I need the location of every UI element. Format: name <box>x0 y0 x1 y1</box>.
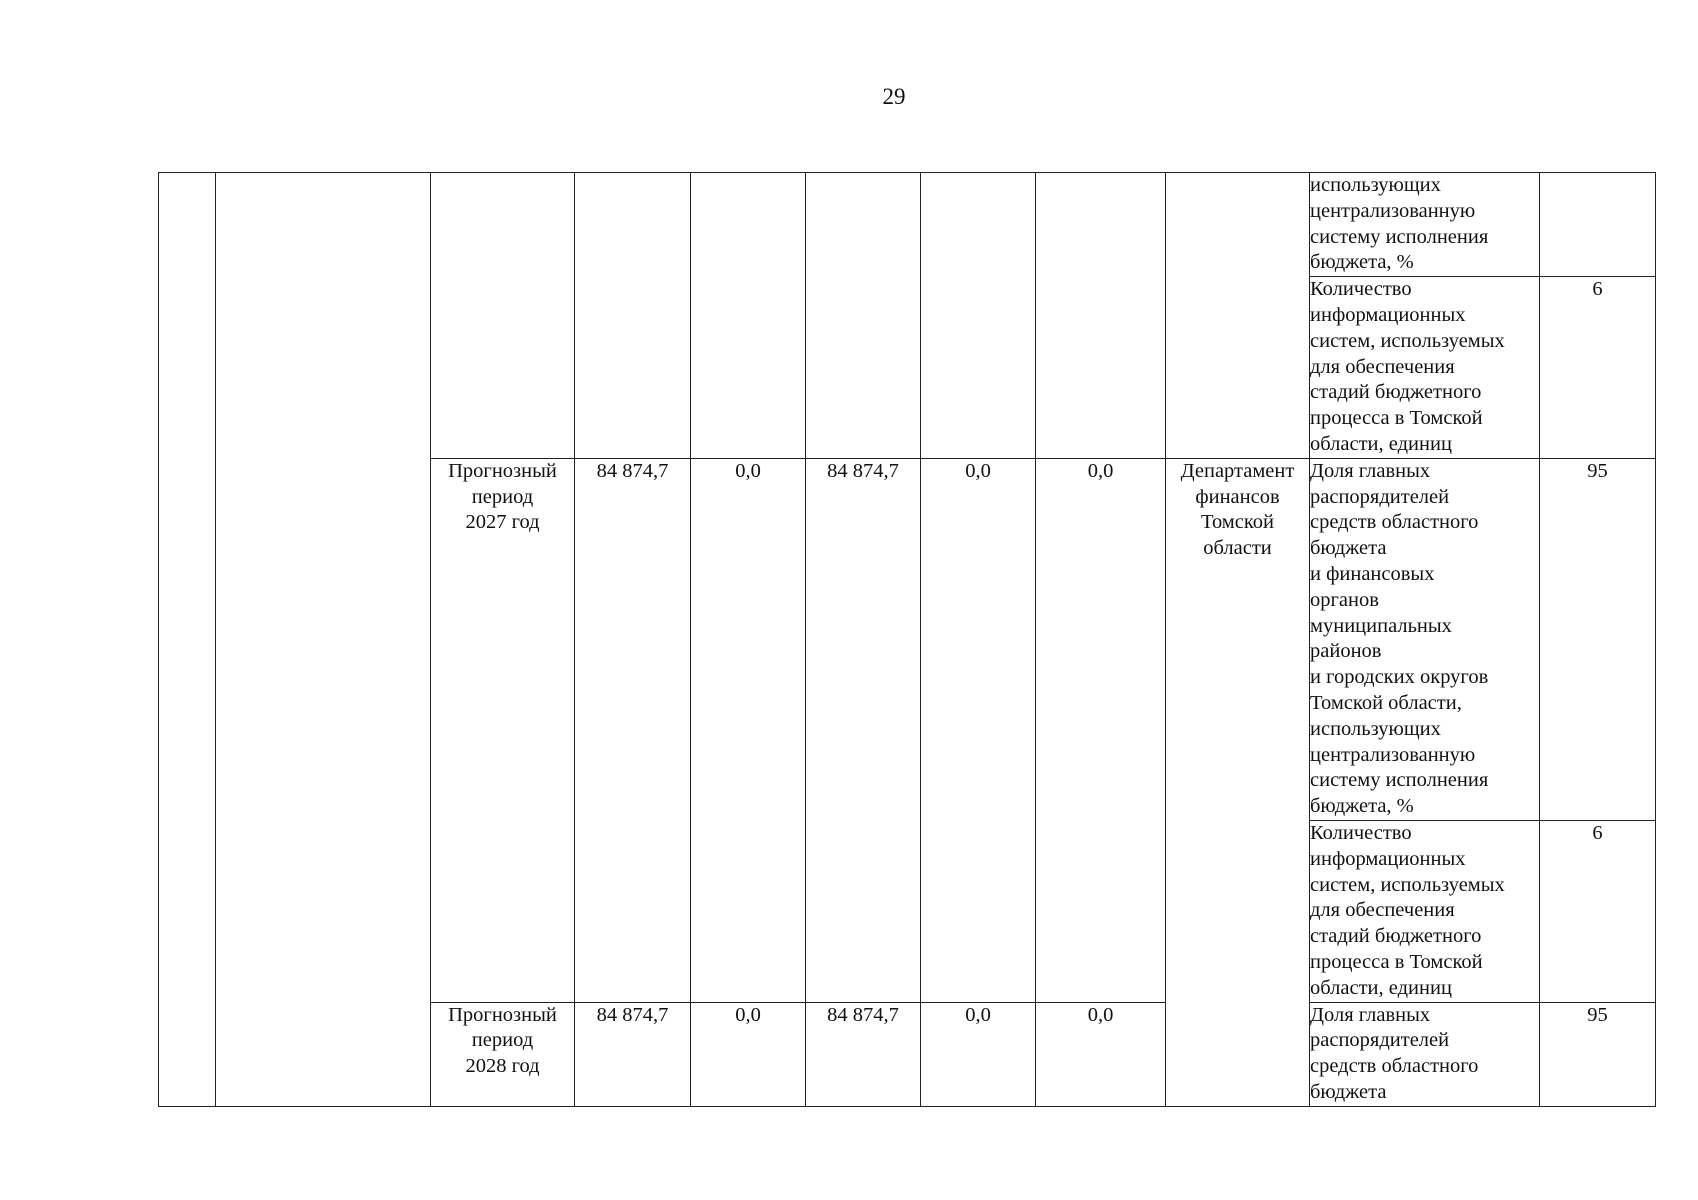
executor-cell <box>1166 173 1310 459</box>
indicator-line: бюджета <box>1310 1080 1387 1103</box>
period-line: период <box>471 1029 534 1052</box>
indicator-line: районов <box>1310 640 1382 663</box>
indicator-line: Доля главных <box>1310 459 1431 482</box>
indicator-line: информационных <box>1310 847 1466 870</box>
indicator-line: использующих <box>1310 174 1441 196</box>
program-table <box>158 172 1656 1107</box>
indicator-line: стадий бюджетного <box>1310 381 1482 404</box>
indicator-line: области, единиц <box>1310 432 1452 455</box>
regional-cell: 84 874,7 <box>806 1002 921 1106</box>
indicator-line: Количество <box>1310 278 1412 301</box>
period-line: 2028 год <box>465 1055 540 1078</box>
indicator-line: бюджета, % <box>1310 251 1414 274</box>
indicator-line: средств областного <box>1310 1055 1479 1078</box>
executor-line: Томской <box>1200 511 1275 534</box>
period-line: Прогнозный <box>448 459 557 482</box>
indicator-line: области, единиц <box>1310 976 1452 999</box>
name-cell <box>216 173 431 1107</box>
indicator-line: централизованную <box>1310 199 1476 222</box>
indicator-line: органов <box>1310 588 1379 611</box>
indicator-line: использующих <box>1310 717 1441 740</box>
federal-cell: 0,0 <box>691 458 806 1002</box>
local-cell <box>921 173 1036 459</box>
indicator-line: распорядителей <box>1310 485 1450 508</box>
indicator-line: бюджета <box>1310 537 1387 560</box>
indicator-name-cell <box>1310 1002 1540 1106</box>
indicator-line: Доля главных <box>1310 1003 1431 1026</box>
total-cell: 84 874,7 <box>575 1002 691 1106</box>
indicator-line: систем, используемых <box>1310 873 1505 896</box>
indicator-line: бюджета, % <box>1310 795 1414 818</box>
total-cell: 84 874,7 <box>575 458 691 1002</box>
indicator-line: Томской области, <box>1310 691 1462 714</box>
executor-line: области <box>1203 537 1272 560</box>
period-cell <box>431 173 575 459</box>
other-cell: 0,0 <box>1036 1002 1166 1106</box>
indicator-line: систем, используемых <box>1310 329 1505 352</box>
local-cell: 0,0 <box>921 458 1036 1002</box>
federal-cell <box>691 173 806 459</box>
indicator-line: систему исполнения <box>1310 769 1489 792</box>
regional-cell: 84 874,7 <box>806 458 921 1002</box>
indicator-line: распорядителей <box>1310 1029 1450 1052</box>
indicator-line: процесса в Томской <box>1310 407 1483 430</box>
indicator-line: муниципальных <box>1310 614 1452 637</box>
indicator-line: средств областного <box>1310 511 1479 534</box>
period-line: период <box>471 485 534 508</box>
period-line: 2027 год <box>465 511 540 534</box>
indicator-line: и финансовых <box>1310 562 1435 585</box>
indicator-name-cell <box>1310 173 1540 277</box>
indicator-name-cell <box>1310 458 1540 820</box>
indicator-line: информационных <box>1310 303 1466 326</box>
indicator-name-cell <box>1310 820 1540 1002</box>
executor-line: финансов <box>1195 485 1280 508</box>
indicator-name-cell <box>1310 277 1540 459</box>
period-line: Прогнозный <box>448 1003 557 1026</box>
federal-cell: 0,0 <box>691 1002 806 1106</box>
total-cell <box>575 173 691 459</box>
period-cell <box>431 1002 575 1106</box>
indicator-line: процесса в Томской <box>1310 950 1483 973</box>
indicator-line: для обеспечения <box>1310 355 1455 378</box>
indicator-value-cell: 95 <box>1540 458 1656 820</box>
page-number: 29 <box>882 84 906 109</box>
other-cell <box>1036 173 1166 459</box>
indicator-value-cell: 95 <box>1540 1002 1656 1106</box>
table-row <box>159 173 1656 277</box>
indicator-value-cell <box>1540 173 1656 277</box>
period-cell <box>431 458 575 1002</box>
number-cell <box>159 173 216 1107</box>
regional-cell <box>806 173 921 459</box>
indicator-value-cell: 6 <box>1540 277 1656 459</box>
executor-line: Департамент <box>1180 459 1295 482</box>
indicator-line: и городских округов <box>1310 666 1489 689</box>
indicator-line: для обеспечения <box>1310 899 1455 922</box>
local-cell: 0,0 <box>921 1002 1036 1106</box>
executor-cell <box>1166 458 1310 1106</box>
other-cell: 0,0 <box>1036 458 1166 1002</box>
indicator-line: централизованную <box>1310 743 1476 766</box>
indicator-line: систему исполнения <box>1310 225 1489 248</box>
indicator-value-cell: 6 <box>1540 820 1656 1002</box>
indicator-line: стадий бюджетного <box>1310 925 1482 948</box>
indicator-line: Количество <box>1310 821 1412 844</box>
